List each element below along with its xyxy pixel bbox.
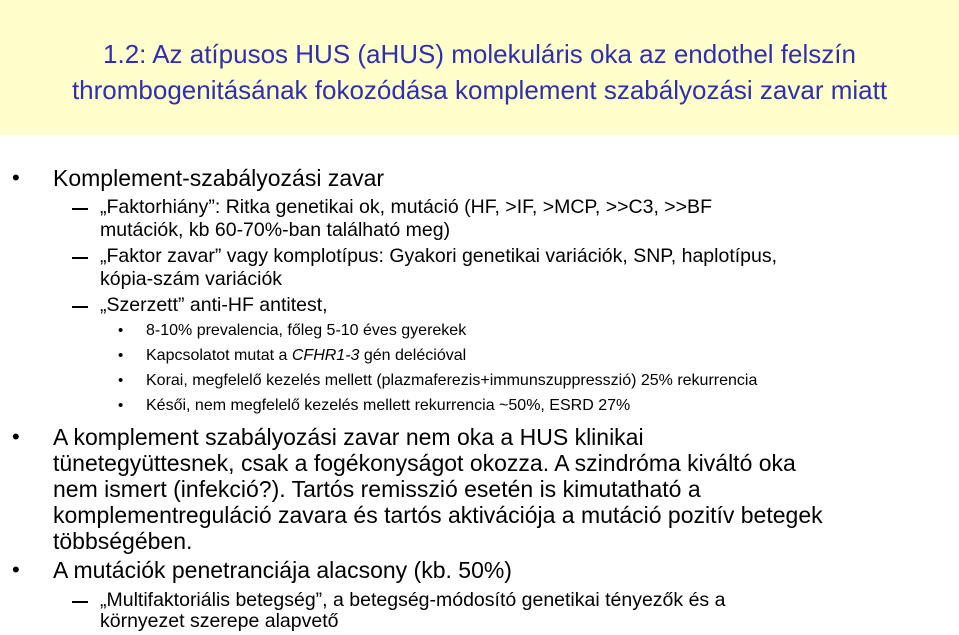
sub-3-line-1: „Szerzett” anti-HF antitest,	[100, 294, 328, 316]
title-line-2: thrombogenitásának fokozódása komplement szabályozási zavar miatt	[71, 75, 888, 105]
gene-name: CFHR1-3	[291, 347, 360, 364]
bullet-dot: •	[12, 165, 20, 190]
bullet-dot: •	[12, 557, 20, 582]
dash-marker	[72, 601, 88, 603]
sub-3-item-4: Késői, nem megfelelő kezelés mellett rekurrencia ~50%, ESRD 27%	[146, 397, 631, 414]
bullet-1-text: Komplement-szabályozási zavar	[53, 165, 385, 191]
dash-marker	[72, 208, 88, 210]
sub-1-line-1: „Faktorhiány”: Ritka genetikai ok, mutáció (HF, >IF, >MCP, >>C3, >>BF	[100, 196, 712, 218]
bullet-3-sub-line-1: „Multifaktoriális betegség”, a betegség-módosító genetikai tényezők és a	[100, 589, 726, 611]
bullet-2-line-1: A komplement szabályozási zavar nem oka a HUS klinikai	[53, 424, 644, 450]
item-2-text-a: Kapcsolatot mutat a	[146, 347, 292, 364]
dash-marker	[72, 257, 88, 259]
sub-2-line-2: kópia-szám variációk	[100, 268, 283, 290]
sub-3-item-3: Korai, megfelelő kezelés mellett (plazmaferezis+immunszuppresszió) 25% rekurrencia	[146, 372, 758, 389]
item-2-text-b: gén delécióval	[359, 347, 467, 364]
sub-2-line-1: „Faktor zavar” vagy komplotípus: Gyakori genetikai variációk, SNP, haplotípus,	[100, 245, 778, 267]
title-line-1: 1.2: Az atípusos HUS (aHUS) molekuláris oka az endothel felszín	[103, 39, 856, 69]
bullet-3-sub-line-2: környezet szerepe alapvető	[100, 610, 339, 632]
bullet-2-line-3: nem ismert (infekció?). Tartós remisszió esetén is kimutatható a	[53, 476, 701, 502]
bullet-3-text: A mutációk penetranciája alacsony (kb. 50%)	[53, 557, 512, 583]
bullet-2-line-5: többségében.	[53, 528, 193, 554]
sub-1-line-2: mutációk, kb 60-70%-ban található meg)	[100, 219, 451, 241]
sub-3-item-1: 8-10% prevalencia, főleg 5-10 éves gyerekek	[146, 322, 467, 339]
bullet-dot: •	[12, 424, 20, 449]
bullet-2-line-2: tünetegyüttesnek, csak a fogékonyságot okozza. A szindróma kiváltó oka	[53, 450, 796, 476]
bullet-2-line-4: komplementreguláció zavara és tartós aktivációja a mutáció pozitív betegek	[53, 502, 823, 528]
bullet-dot: •	[118, 347, 124, 364]
sub-3-item-2	[146, 347, 466, 365]
bullet-dot: •	[118, 397, 124, 414]
bullet-dot: •	[118, 322, 124, 339]
bullet-dot: •	[118, 372, 124, 389]
dash-marker	[72, 306, 88, 308]
